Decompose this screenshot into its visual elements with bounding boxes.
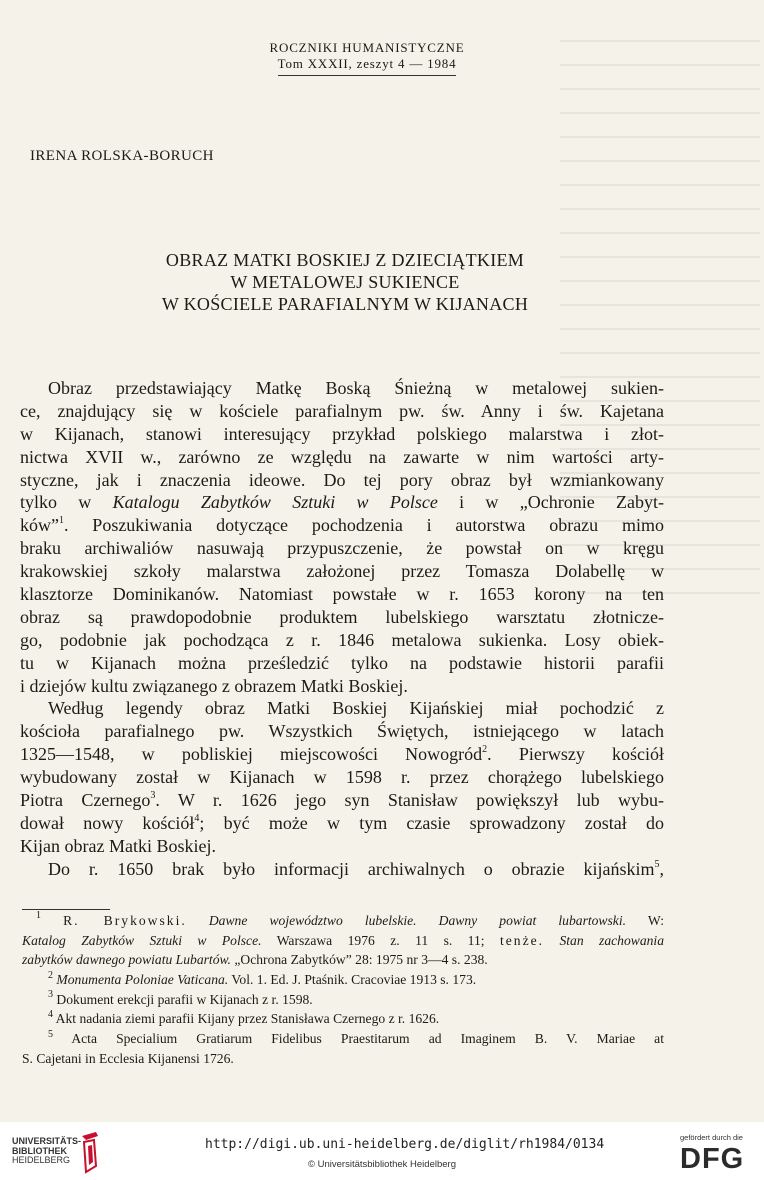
footnote-author: tenże. — [499, 932, 545, 948]
body-line — [20, 491, 664, 514]
body-text-run: i w „Ochronie Zabyt- — [437, 492, 664, 513]
body-text-run: Do r. 1650 brak było informacji archiwalnych o obrazie kijańskim — [48, 858, 655, 879]
footnote-number: 2 — [48, 969, 53, 981]
body-line: kościoła parafialnego pw. Wszystkich Świętych, istniejącego w latach — [20, 721, 664, 742]
permalink-url[interactable]: http://digi.ub.uni-heidelberg.de/diglit/rh1984/0134 — [205, 1137, 605, 1152]
logo-line: UNIVERSITÄTS- — [12, 1136, 82, 1146]
body-line: krakowskiej szkoły malarstwa założonej przez Tomasza Dolabellę w — [20, 561, 664, 582]
copyright-notice: © Universitätsbibliothek Heidelberg — [308, 1159, 456, 1170]
body-line: obraz są prawdopodobnie produktem lubelskiego warsztatu złotnicze- — [20, 606, 664, 627]
footnote-text: Acta Specialium Gratiarum Fidelibus Praestitarum ad Imaginem B. V. Mariae at — [71, 1031, 664, 1047]
body-line: styczne, jak i znaczenia ideowe. Do tej pory obraz był wzmiankowany — [20, 469, 664, 490]
footnote-title: Stan zachowania — [559, 932, 665, 948]
body-line — [20, 812, 664, 835]
body-line: Kijan obraz Matki Boskiej. — [20, 835, 216, 856]
body-line: go, podobnie jak pochodząca z r. 1846 metalowa sukienka. Losy obiek- — [20, 629, 664, 650]
footnote-text: Dokument erekcji parafii w Kijanach z r. 1598. — [56, 991, 313, 1007]
body-text — [20, 377, 664, 881]
footnote-title: Katalog Zabytków Sztuki w Polsce. — [22, 932, 262, 948]
footnote-title: zabytków dawnego powiatu Lubartów. — [22, 952, 231, 968]
footnote-number: 1 — [36, 910, 41, 922]
footnote-line — [22, 990, 664, 1010]
body-line — [20, 789, 664, 812]
body-line: Według legendy obraz Matki Boskiej Kijańskiej miał pochodzić z — [48, 698, 664, 719]
body-text-run: . Poszukiwania dotyczące pochodzenia i autorstwa obrazu mimo — [64, 515, 664, 536]
footnote-line — [22, 1009, 664, 1029]
footnote-text: Vol. 1. Ed. J. Ptaśnik. Cracoviae 1913 s. 173. — [231, 972, 477, 988]
body-line: Obraz przedstawiający Matkę Boską Śnieżną w metalowej sukien- — [48, 378, 664, 398]
body-text-run: dował nowy kościół — [20, 812, 195, 833]
dfg-logo-icon[interactable] — [676, 1142, 756, 1172]
title-line-2: W METALOWEJ SUKIENCE — [230, 272, 460, 292]
footnote-title: Dawne województwo lubelskie. Dawny powiat lubartowski. — [208, 913, 627, 928]
body-line: tu w Kijanach można prześledzić tylko na podstawie historii parafii — [20, 652, 664, 673]
footnotes — [22, 911, 664, 1069]
footnote-line — [22, 931, 664, 951]
footnote-ref: 3 — [150, 790, 156, 802]
body-line: klasztorze Dominikanów. Natomiast powstałe w r. 1653 korony na ten — [20, 584, 664, 605]
footnote-text: Warszawa 1976 z. 11 s. 11; — [276, 932, 485, 948]
body-text-run: . Pierwszy kościół — [487, 744, 664, 765]
body-text-run: tylko w — [20, 492, 113, 513]
footnote-ref: 5 — [654, 858, 660, 870]
footnote-text: „Ochrona Zabytków” 28: 1975 nr 3—4 s. 238. — [234, 952, 488, 968]
body-text-run: Piotra Czernego — [20, 790, 151, 811]
body-line: w Kijanach, stanowi interesujący przykład polskiego malarstwa i złot- — [20, 423, 664, 444]
ub-heidelberg-logo-text[interactable] — [12, 1137, 81, 1166]
footnote-number: 3 — [48, 989, 53, 1001]
author-name: IRENA ROLSKA-BORUCH — [30, 148, 214, 164]
body-text-run: 1325—1548, w pobliskiej miejscowości Nowogród — [20, 744, 483, 765]
dfg-logo-text: DFG — [680, 1143, 745, 1172]
footnote-text: Akt nadania ziemi parafii Kijany przez Stanisława Czernego z r. 1626. — [55, 1011, 440, 1027]
footnote-number: 5 — [48, 1028, 53, 1040]
body-line: braku archiwaliów nasuwają przypuszczenie, że powstał on w kręgu — [20, 538, 664, 559]
body-line — [20, 743, 664, 766]
journal-name: ROCZNIKI HUMANISTYCZNE — [269, 40, 465, 55]
funded-by-text: gefördert durch die — [680, 1133, 743, 1142]
footnote-line: S. Cajetani in Ecclesia Kijanensi 1726. — [22, 1050, 234, 1066]
footnote-number: 4 — [48, 1008, 53, 1020]
body-text-run: ; być może w tym czasie sprowadzony został do — [199, 812, 664, 833]
footnote-ref: 1 — [59, 515, 64, 527]
title-line-3: W KOŚCIELE PARAFIALNYM W KIJANACH — [161, 294, 529, 314]
ub-heidelberg-emblem-icon[interactable] — [78, 1130, 102, 1174]
footnote-line — [22, 1029, 664, 1049]
body-text-run: . W r. 1626 jego syn Stanisław powiększył lub wybu- — [155, 790, 665, 811]
body-line: i dziejów kultu związanego z obrazem Matki Boskiej. — [20, 675, 408, 696]
footnote-title: Monumenta Poloniae Vaticana. — [56, 972, 229, 988]
journal-issue: Tom XXXII, zeszyt 4 — 1984 — [277, 56, 457, 71]
footnote-ref: 2 — [482, 744, 488, 756]
header-rule — [278, 75, 456, 76]
body-line: nictwa XVII w., zarówno ze względu na zawarte w nim wartości arty- — [20, 446, 664, 467]
body-text-run: , — [659, 858, 664, 879]
logo-line: BIBLIOTHEK — [12, 1145, 67, 1156]
body-line — [20, 858, 664, 881]
footnote-author: R. Brykowski. — [63, 913, 187, 928]
body-line — [20, 514, 664, 537]
footnote-text: W: — [647, 913, 664, 928]
footnote-line — [22, 970, 664, 990]
footnote-line — [22, 950, 664, 970]
body-text-run: ków” — [20, 515, 59, 536]
footnote-ref: 4 — [194, 812, 200, 824]
body-line: ce, znajdujący się w kościele parafialnym pw. św. Anny i św. Kajetana — [20, 400, 664, 421]
title-line-1: OBRAZ MATKI BOSKIEJ Z DZIECIĄTKIEM — [165, 250, 525, 270]
footnote-line — [22, 911, 664, 931]
body-line: wybudowany został w Kijanach w 1598 r. przez chorążego lubelskiego — [20, 767, 664, 788]
body-italic-run: Katalogu Zabytków Sztuki w Polsce — [112, 492, 438, 513]
logo-line: HEIDELBERG — [12, 1155, 71, 1165]
